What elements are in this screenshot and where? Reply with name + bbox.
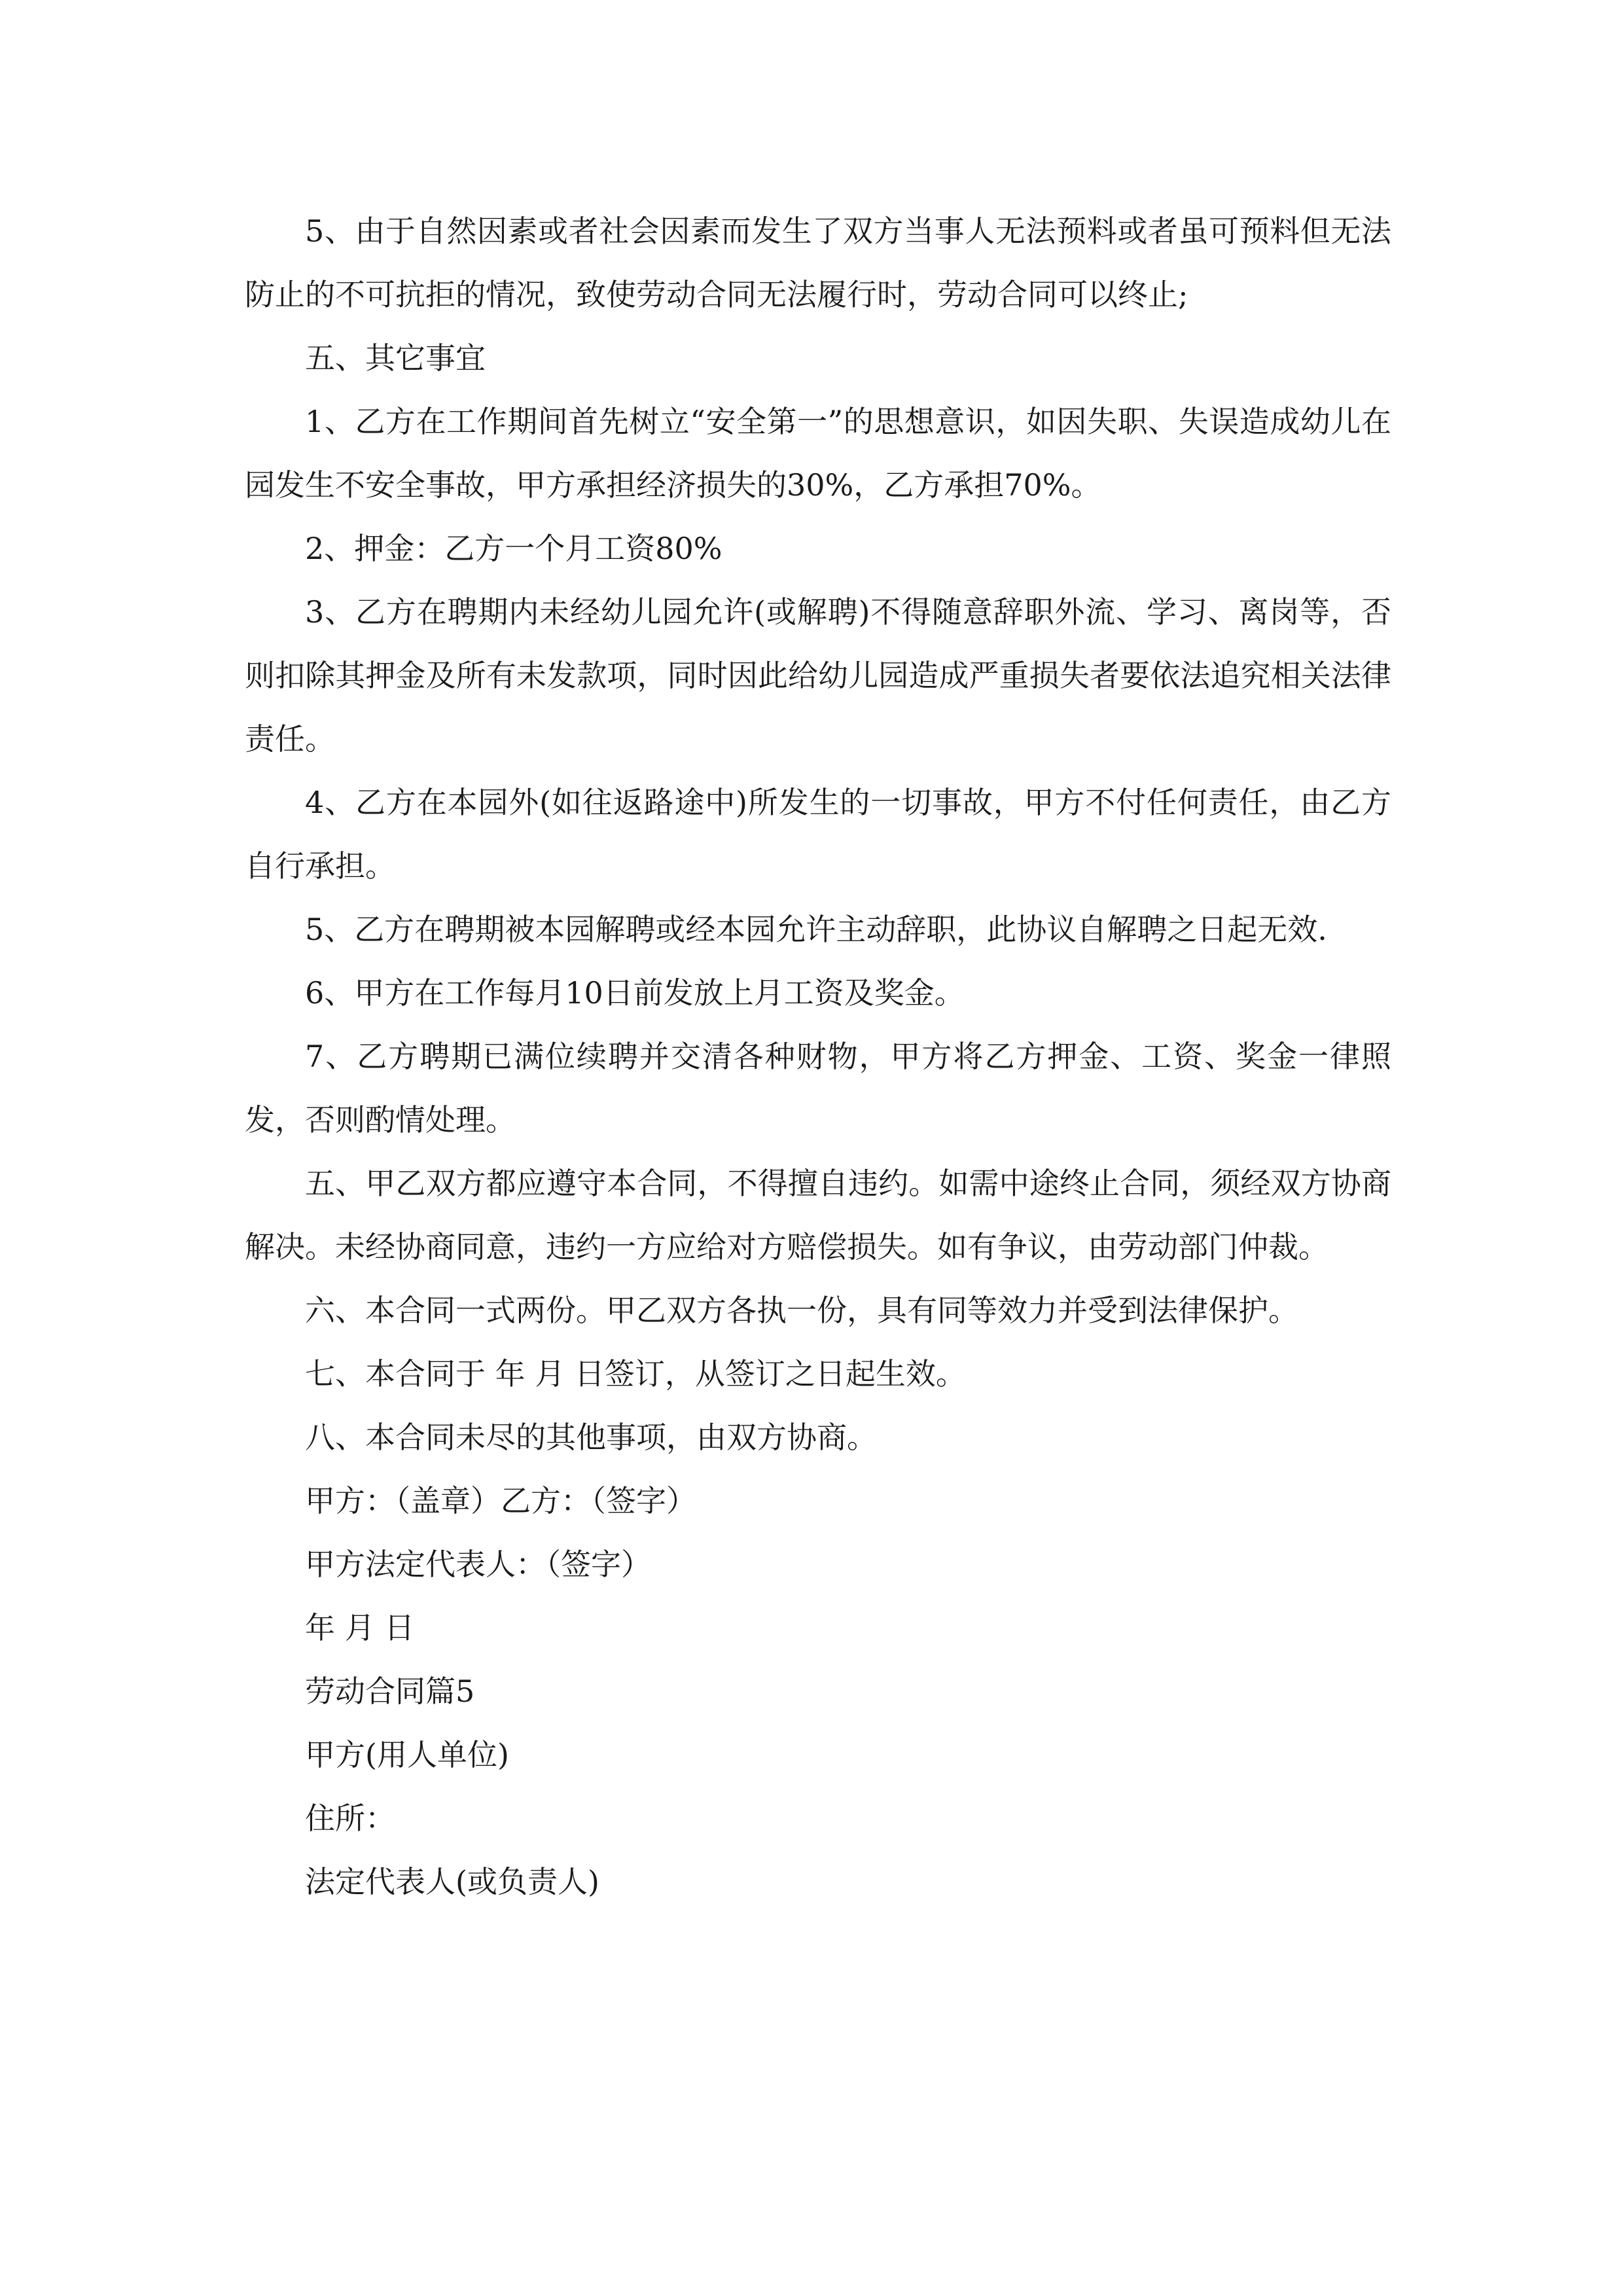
clause-other-matters: 八、本合同未尽的其他事项，由双方协商。 — [305, 1420, 877, 1455]
clause-safety-first: 1、乙方在工作期间首先树立“安全第一”的思想意识，如因失职、失误造成幼儿在园发生不安全事故，甲方承担经济损失的30%，乙方承担70%。 — [245, 404, 1391, 503]
address-label: 住所： — [305, 1801, 395, 1836]
clause-deposit: 2、押金：乙方一个月工资80% — [305, 531, 722, 566]
clause-effective-date: 七、本合同于 年 月 日签订，从签订之日起生效。 — [305, 1356, 966, 1391]
clause-no-resignation: 3、乙方在聘期内未经幼儿园允许(或解聘)不得随意辞职外流、学习、离岗等，否则扣除其押金及所有未发款项，同时因此给幼儿园造成严重损失者要依法追究相关法律责任。 — [245, 594, 1391, 757]
clause-salary-payment: 6、甲方在工作每月10日前发放上月工资及奖金。 — [305, 975, 965, 1011]
clause-force-majeure-termination: 5、由于自然因素或者社会因素而发生了双方当事人无法预料或者虽可预料但无法防止的不可抗拒的情况，致使劳动合同无法履行时，劳动合同可以终止; — [245, 213, 1391, 312]
legal-representative-label: 法定代表人(或负责人) — [305, 1864, 599, 1899]
document-body — [245, 200, 1391, 1914]
signature-line-parties: 甲方：（盖章）乙方：（签字） — [305, 1483, 696, 1518]
clause-contract-renewal: 7、乙方聘期已满位续聘并交清各种财物，甲方将乙方押金、工资、奖金一律照发，否则酌情处理。 — [245, 1039, 1391, 1138]
clause-compliance-arbitration: 五、甲乙双方都应遵守本合同，不得擅自违约。如需中途终止合同，须经双方协商解决。未经协商同意，违约一方应给对方赔偿损失。如有争议，由劳动部门仲裁。 — [245, 1166, 1391, 1265]
signature-date: 年 月 日 — [305, 1610, 415, 1645]
clause-off-premises-accidents: 4、乙方在本园外(如往返路途中)所发生的一切事故，甲方不付任何责任，由乙方自行承担。 — [245, 785, 1391, 884]
party-a-employer-label: 甲方(用人单位) — [305, 1737, 509, 1772]
signature-line-legal-rep: 甲方法定代表人：（签字） — [305, 1547, 651, 1582]
section-heading-other-matters: 五、其它事宜 — [305, 340, 486, 376]
next-contract-title: 劳动合同篇5 — [305, 1674, 475, 1709]
clause-dismissal-invalid: 5、乙方在聘期被本园解聘或经本园允许主动辞职，此协议自解聘之日起无效. — [305, 912, 1327, 947]
clause-copies: 六、本合同一式两份。甲乙双方各执一份，具有同等效力并受到法律保护。 — [305, 1293, 1298, 1328]
